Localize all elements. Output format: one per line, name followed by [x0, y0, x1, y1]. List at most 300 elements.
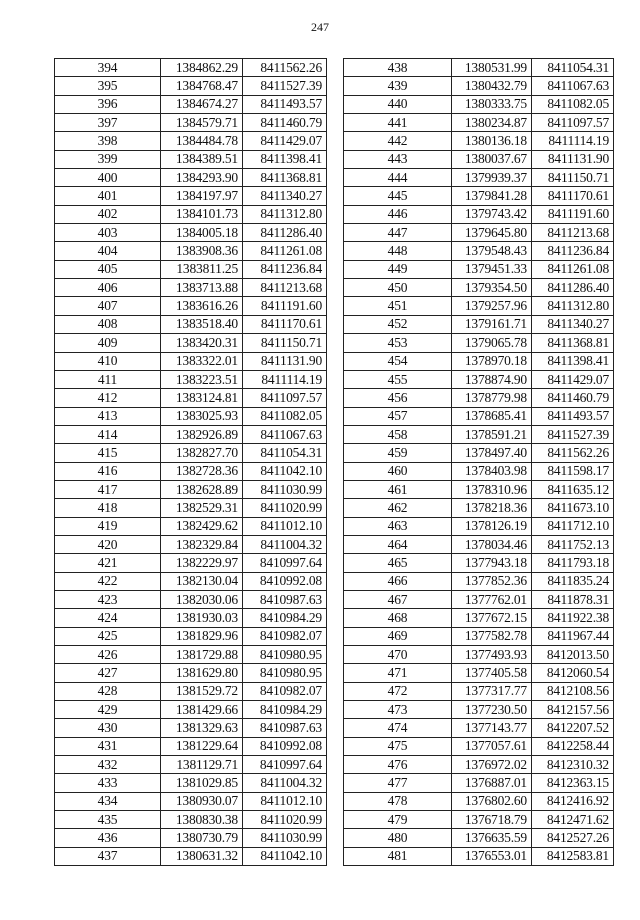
point-number-cell: 404	[55, 242, 161, 260]
y-coordinate-cell: 8411082.05	[532, 95, 614, 113]
point-number-cell: 445	[344, 187, 452, 205]
point-number-cell: 473	[344, 701, 452, 719]
point-number-cell: 459	[344, 444, 452, 462]
table-row	[55, 114, 327, 132]
table-row	[55, 260, 327, 278]
y-coordinate-cell: 8412310.32	[532, 756, 614, 774]
y-coordinate-cell: 8412013.50	[532, 646, 614, 664]
table-row	[55, 554, 327, 572]
point-number-cell: 423	[55, 590, 161, 608]
y-coordinate-cell: 8411286.40	[532, 279, 614, 297]
table-row	[55, 297, 327, 315]
table-row	[55, 444, 327, 462]
table-row	[55, 499, 327, 517]
y-coordinate-cell: 8411286.40	[243, 224, 327, 242]
table-row	[344, 132, 614, 150]
x-coordinate-cell: 1384579.71	[161, 114, 243, 132]
y-coordinate-cell: 8410980.95	[243, 646, 327, 664]
y-coordinate-cell: 8411752.13	[532, 535, 614, 553]
table-row	[344, 242, 614, 260]
y-coordinate-cell: 8411030.99	[243, 480, 327, 498]
table-row	[344, 407, 614, 425]
point-number-cell: 399	[55, 150, 161, 168]
y-coordinate-cell: 8411067.63	[532, 77, 614, 95]
table-row	[344, 334, 614, 352]
point-number-cell: 452	[344, 315, 452, 333]
table-row	[344, 774, 614, 792]
table-row	[344, 847, 614, 865]
x-coordinate-cell: 1384101.73	[161, 205, 243, 223]
point-number-cell: 453	[344, 334, 452, 352]
point-number-cell: 457	[344, 407, 452, 425]
x-coordinate-cell: 1384005.18	[161, 224, 243, 242]
table-row	[55, 701, 327, 719]
point-number-cell: 421	[55, 554, 161, 572]
x-coordinate-cell: 1380730.79	[161, 829, 243, 847]
x-coordinate-cell: 1383518.40	[161, 315, 243, 333]
x-coordinate-cell: 1379548.43	[452, 242, 532, 260]
table-row	[55, 315, 327, 333]
point-number-cell: 426	[55, 646, 161, 664]
table-row	[344, 499, 614, 517]
x-coordinate-cell: 1376635.59	[452, 829, 532, 847]
table-row	[344, 425, 614, 443]
y-coordinate-cell: 8411429.07	[243, 132, 327, 150]
table-row	[344, 535, 614, 553]
x-coordinate-cell: 1376887.01	[452, 774, 532, 792]
x-coordinate-cell: 1382130.04	[161, 572, 243, 590]
y-coordinate-cell: 8411020.99	[243, 811, 327, 829]
y-coordinate-cell: 8411261.08	[243, 242, 327, 260]
table-row	[344, 95, 614, 113]
point-number-cell: 447	[344, 224, 452, 242]
y-coordinate-cell: 8411635.12	[532, 480, 614, 498]
table-row	[344, 719, 614, 737]
y-coordinate-cell: 8410984.29	[243, 701, 327, 719]
y-coordinate-cell: 8411170.61	[243, 315, 327, 333]
point-number-cell: 458	[344, 425, 452, 443]
x-coordinate-cell: 1384197.97	[161, 187, 243, 205]
x-coordinate-cell: 1382329.84	[161, 535, 243, 553]
table-row	[344, 150, 614, 168]
x-coordinate-cell: 1381930.03	[161, 609, 243, 627]
table-row	[55, 737, 327, 755]
point-number-cell: 401	[55, 187, 161, 205]
point-number-cell: 427	[55, 664, 161, 682]
x-coordinate-cell: 1378779.98	[452, 389, 532, 407]
y-coordinate-cell: 8411598.17	[532, 462, 614, 480]
x-coordinate-cell: 1384389.51	[161, 150, 243, 168]
point-number-cell: 416	[55, 462, 161, 480]
y-coordinate-cell: 8411114.19	[243, 370, 327, 388]
y-coordinate-cell: 8411312.80	[532, 297, 614, 315]
point-number-cell: 413	[55, 407, 161, 425]
point-number-cell: 412	[55, 389, 161, 407]
x-coordinate-cell: 1382827.70	[161, 444, 243, 462]
y-coordinate-cell: 8411261.08	[532, 260, 614, 278]
table-row	[344, 572, 614, 590]
table-row	[344, 77, 614, 95]
table-row	[55, 279, 327, 297]
point-number-cell: 438	[344, 59, 452, 77]
x-coordinate-cell: 1382030.06	[161, 590, 243, 608]
x-coordinate-cell: 1383223.51	[161, 370, 243, 388]
y-coordinate-cell: 8412363.15	[532, 774, 614, 792]
x-coordinate-cell: 1381329.63	[161, 719, 243, 737]
table-row	[55, 756, 327, 774]
x-coordinate-cell: 1378034.46	[452, 535, 532, 553]
y-coordinate-cell: 8411004.32	[243, 774, 327, 792]
point-number-cell: 464	[344, 535, 452, 553]
y-coordinate-cell: 8411054.31	[243, 444, 327, 462]
table-row	[55, 425, 327, 443]
x-coordinate-cell: 1378126.19	[452, 517, 532, 535]
y-coordinate-cell: 8411562.26	[532, 444, 614, 462]
point-number-cell: 463	[344, 517, 452, 535]
x-coordinate-cell: 1382628.89	[161, 480, 243, 498]
x-coordinate-cell: 1379451.33	[452, 260, 532, 278]
table-row	[55, 627, 327, 645]
y-coordinate-cell: 8412060.54	[532, 664, 614, 682]
page-number: 247	[311, 20, 329, 34]
x-coordinate-cell: 1378403.98	[452, 462, 532, 480]
x-coordinate-cell: 1379743.42	[452, 205, 532, 223]
point-number-cell: 414	[55, 425, 161, 443]
x-coordinate-cell: 1378310.96	[452, 480, 532, 498]
point-number-cell: 443	[344, 150, 452, 168]
x-coordinate-cell: 1376972.02	[452, 756, 532, 774]
y-coordinate-cell: 8411368.81	[243, 169, 327, 187]
point-number-cell: 395	[55, 77, 161, 95]
x-coordinate-cell: 1382429.62	[161, 517, 243, 535]
point-number-cell: 397	[55, 114, 161, 132]
point-number-cell: 436	[55, 829, 161, 847]
point-number-cell: 469	[344, 627, 452, 645]
x-coordinate-cell: 1379065.78	[452, 334, 532, 352]
y-coordinate-cell: 8412258.44	[532, 737, 614, 755]
table-row	[55, 334, 327, 352]
x-coordinate-cell: 1376802.60	[452, 792, 532, 810]
point-number-cell: 461	[344, 480, 452, 498]
x-coordinate-cell: 1379841.28	[452, 187, 532, 205]
table-row	[344, 811, 614, 829]
x-coordinate-cell: 1378218.36	[452, 499, 532, 517]
table-row	[55, 224, 327, 242]
point-number-cell: 396	[55, 95, 161, 113]
x-coordinate-cell: 1380432.79	[452, 77, 532, 95]
table-row	[344, 114, 614, 132]
y-coordinate-cell: 8411030.99	[243, 829, 327, 847]
point-number-cell: 467	[344, 590, 452, 608]
x-coordinate-cell: 1382229.97	[161, 554, 243, 572]
y-coordinate-cell: 8411042.10	[243, 462, 327, 480]
table-row	[344, 627, 614, 645]
point-number-cell: 446	[344, 205, 452, 223]
x-coordinate-cell: 1381829.96	[161, 627, 243, 645]
point-number-cell: 475	[344, 737, 452, 755]
y-coordinate-cell: 8411020.99	[243, 499, 327, 517]
x-coordinate-cell: 1382728.36	[161, 462, 243, 480]
table-row	[55, 187, 327, 205]
point-number-cell: 476	[344, 756, 452, 774]
point-number-cell: 410	[55, 352, 161, 370]
y-coordinate-cell: 8411527.39	[532, 425, 614, 443]
y-coordinate-cell: 8410987.63	[243, 719, 327, 737]
y-coordinate-cell: 8412471.62	[532, 811, 614, 829]
point-number-cell: 478	[344, 792, 452, 810]
y-coordinate-cell: 8412583.81	[532, 847, 614, 865]
y-coordinate-cell: 8411312.80	[243, 205, 327, 223]
x-coordinate-cell: 1378874.90	[452, 370, 532, 388]
x-coordinate-cell: 1379257.96	[452, 297, 532, 315]
point-number-cell: 437	[55, 847, 161, 865]
table-row	[344, 187, 614, 205]
x-coordinate-cell: 1378497.40	[452, 444, 532, 462]
y-coordinate-cell: 8411340.27	[532, 315, 614, 333]
y-coordinate-cell: 8411967.44	[532, 627, 614, 645]
y-coordinate-cell: 8412527.26	[532, 829, 614, 847]
table-row	[344, 315, 614, 333]
y-coordinate-cell: 8410992.08	[243, 572, 327, 590]
x-coordinate-cell: 1381029.85	[161, 774, 243, 792]
point-number-cell: 432	[55, 756, 161, 774]
table-row	[55, 682, 327, 700]
x-coordinate-cell: 1384484.78	[161, 132, 243, 150]
point-number-cell: 472	[344, 682, 452, 700]
point-number-cell: 407	[55, 297, 161, 315]
point-number-cell: 462	[344, 499, 452, 517]
table-row	[344, 590, 614, 608]
x-coordinate-cell: 1380631.32	[161, 847, 243, 865]
table-row	[344, 554, 614, 572]
x-coordinate-cell: 1376718.79	[452, 811, 532, 829]
y-coordinate-cell: 8410987.63	[243, 590, 327, 608]
table-row	[344, 756, 614, 774]
point-number-cell: 471	[344, 664, 452, 682]
y-coordinate-cell: 8411150.71	[243, 334, 327, 352]
y-coordinate-cell: 8411042.10	[243, 847, 327, 865]
x-coordinate-cell: 1384293.90	[161, 169, 243, 187]
point-number-cell: 417	[55, 480, 161, 498]
table-row	[55, 205, 327, 223]
y-coordinate-cell: 8411398.41	[532, 352, 614, 370]
y-coordinate-cell: 8411429.07	[532, 370, 614, 388]
point-number-cell: 470	[344, 646, 452, 664]
x-coordinate-cell: 1382926.89	[161, 425, 243, 443]
x-coordinate-cell: 1382529.31	[161, 499, 243, 517]
point-number-cell: 481	[344, 847, 452, 865]
table-row	[55, 95, 327, 113]
point-number-cell: 400	[55, 169, 161, 187]
y-coordinate-cell: 8411131.90	[532, 150, 614, 168]
x-coordinate-cell: 1380830.38	[161, 811, 243, 829]
point-number-cell: 406	[55, 279, 161, 297]
table-row	[55, 535, 327, 553]
point-number-cell: 468	[344, 609, 452, 627]
point-number-cell: 479	[344, 811, 452, 829]
y-coordinate-cell: 8411191.60	[243, 297, 327, 315]
y-coordinate-cell: 8411067.63	[243, 425, 327, 443]
table-row	[344, 664, 614, 682]
x-coordinate-cell: 1383811.25	[161, 260, 243, 278]
y-coordinate-cell: 8412207.52	[532, 719, 614, 737]
x-coordinate-cell: 1383713.88	[161, 279, 243, 297]
x-coordinate-cell: 1378685.41	[452, 407, 532, 425]
y-coordinate-cell: 8410982.07	[243, 682, 327, 700]
table-row	[344, 682, 614, 700]
table-row	[55, 646, 327, 664]
point-number-cell: 420	[55, 535, 161, 553]
y-coordinate-cell: 8411012.10	[243, 792, 327, 810]
x-coordinate-cell: 1377762.01	[452, 590, 532, 608]
table-row	[55, 352, 327, 370]
point-number-cell: 429	[55, 701, 161, 719]
x-coordinate-cell: 1377672.15	[452, 609, 532, 627]
point-number-cell: 428	[55, 682, 161, 700]
point-number-cell: 439	[344, 77, 452, 95]
y-coordinate-cell: 8411012.10	[243, 517, 327, 535]
x-coordinate-cell: 1381429.66	[161, 701, 243, 719]
point-number-cell: 460	[344, 462, 452, 480]
table-row	[55, 389, 327, 407]
y-coordinate-cell: 8411114.19	[532, 132, 614, 150]
table-row	[55, 370, 327, 388]
point-number-cell: 409	[55, 334, 161, 352]
x-coordinate-cell: 1377493.93	[452, 646, 532, 664]
y-coordinate-cell: 8411712.10	[532, 517, 614, 535]
point-number-cell: 454	[344, 352, 452, 370]
table-row	[344, 297, 614, 315]
table-row	[344, 480, 614, 498]
coordinates-table-left	[54, 58, 327, 866]
x-coordinate-cell: 1377143.77	[452, 719, 532, 737]
y-coordinate-cell: 8410997.64	[243, 554, 327, 572]
x-coordinate-cell: 1377230.50	[452, 701, 532, 719]
table-row	[344, 279, 614, 297]
table-row	[344, 389, 614, 407]
y-coordinate-cell: 8411493.57	[532, 407, 614, 425]
y-coordinate-cell: 8411004.32	[243, 535, 327, 553]
y-coordinate-cell: 8411054.31	[532, 59, 614, 77]
y-coordinate-cell: 8410997.64	[243, 756, 327, 774]
point-number-cell: 466	[344, 572, 452, 590]
table-row	[55, 664, 327, 682]
x-coordinate-cell: 1379354.50	[452, 279, 532, 297]
table-row	[344, 205, 614, 223]
point-number-cell: 425	[55, 627, 161, 645]
y-coordinate-cell: 8412108.56	[532, 682, 614, 700]
y-coordinate-cell: 8411236.84	[243, 260, 327, 278]
y-coordinate-cell: 8411835.24	[532, 572, 614, 590]
point-number-cell: 440	[344, 95, 452, 113]
point-number-cell: 415	[55, 444, 161, 462]
y-coordinate-cell: 8411213.68	[532, 224, 614, 242]
x-coordinate-cell: 1379161.71	[452, 315, 532, 333]
x-coordinate-cell: 1379645.80	[452, 224, 532, 242]
y-coordinate-cell: 8411368.81	[532, 334, 614, 352]
table-row	[344, 829, 614, 847]
table-row	[55, 169, 327, 187]
point-number-cell: 442	[344, 132, 452, 150]
point-number-cell: 418	[55, 499, 161, 517]
y-coordinate-cell: 8411793.18	[532, 554, 614, 572]
table-row	[55, 132, 327, 150]
x-coordinate-cell: 1380333.75	[452, 95, 532, 113]
x-coordinate-cell: 1377852.36	[452, 572, 532, 590]
table-row	[55, 150, 327, 168]
y-coordinate-cell: 8411493.57	[243, 95, 327, 113]
table-row	[55, 829, 327, 847]
y-coordinate-cell: 8410984.29	[243, 609, 327, 627]
point-number-cell: 422	[55, 572, 161, 590]
point-number-cell: 394	[55, 59, 161, 77]
point-number-cell: 474	[344, 719, 452, 737]
table-row	[344, 444, 614, 462]
table-row	[55, 609, 327, 627]
y-coordinate-cell: 8411131.90	[243, 352, 327, 370]
x-coordinate-cell: 1376553.01	[452, 847, 532, 865]
x-coordinate-cell: 1379939.37	[452, 169, 532, 187]
y-coordinate-cell: 8411097.57	[532, 114, 614, 132]
point-number-cell: 411	[55, 370, 161, 388]
point-number-cell: 431	[55, 737, 161, 755]
point-number-cell: 419	[55, 517, 161, 535]
point-number-cell: 402	[55, 205, 161, 223]
y-coordinate-cell: 8411340.27	[243, 187, 327, 205]
point-number-cell: 403	[55, 224, 161, 242]
point-number-cell: 480	[344, 829, 452, 847]
x-coordinate-cell: 1384674.27	[161, 95, 243, 113]
table-row	[344, 517, 614, 535]
x-coordinate-cell: 1380234.87	[452, 114, 532, 132]
y-coordinate-cell: 8411673.10	[532, 499, 614, 517]
table-row	[55, 572, 327, 590]
x-coordinate-cell: 1377943.18	[452, 554, 532, 572]
y-coordinate-cell: 8411878.31	[532, 590, 614, 608]
x-coordinate-cell: 1381729.88	[161, 646, 243, 664]
point-number-cell: 465	[344, 554, 452, 572]
x-coordinate-cell: 1383616.26	[161, 297, 243, 315]
table-row	[55, 811, 327, 829]
table-row	[344, 370, 614, 388]
x-coordinate-cell: 1377405.58	[452, 664, 532, 682]
table-row	[55, 517, 327, 535]
x-coordinate-cell: 1378591.21	[452, 425, 532, 443]
point-number-cell: 444	[344, 169, 452, 187]
point-number-cell: 424	[55, 609, 161, 627]
table-row	[344, 646, 614, 664]
table-row	[55, 407, 327, 425]
x-coordinate-cell: 1383420.31	[161, 334, 243, 352]
y-coordinate-cell: 8411170.61	[532, 187, 614, 205]
y-coordinate-cell: 8411922.38	[532, 609, 614, 627]
table-row	[344, 352, 614, 370]
table-row	[55, 590, 327, 608]
y-coordinate-cell: 8411191.60	[532, 205, 614, 223]
table-row	[55, 77, 327, 95]
point-number-cell: 434	[55, 792, 161, 810]
table-row	[344, 792, 614, 810]
table-row	[344, 737, 614, 755]
x-coordinate-cell: 1378970.18	[452, 352, 532, 370]
y-coordinate-cell: 8411562.26	[243, 59, 327, 77]
table-row	[344, 260, 614, 278]
y-coordinate-cell: 8411082.05	[243, 407, 327, 425]
x-coordinate-cell: 1380037.67	[452, 150, 532, 168]
point-number-cell: 433	[55, 774, 161, 792]
x-coordinate-cell: 1377057.61	[452, 737, 532, 755]
y-coordinate-cell: 8411236.84	[532, 242, 614, 260]
